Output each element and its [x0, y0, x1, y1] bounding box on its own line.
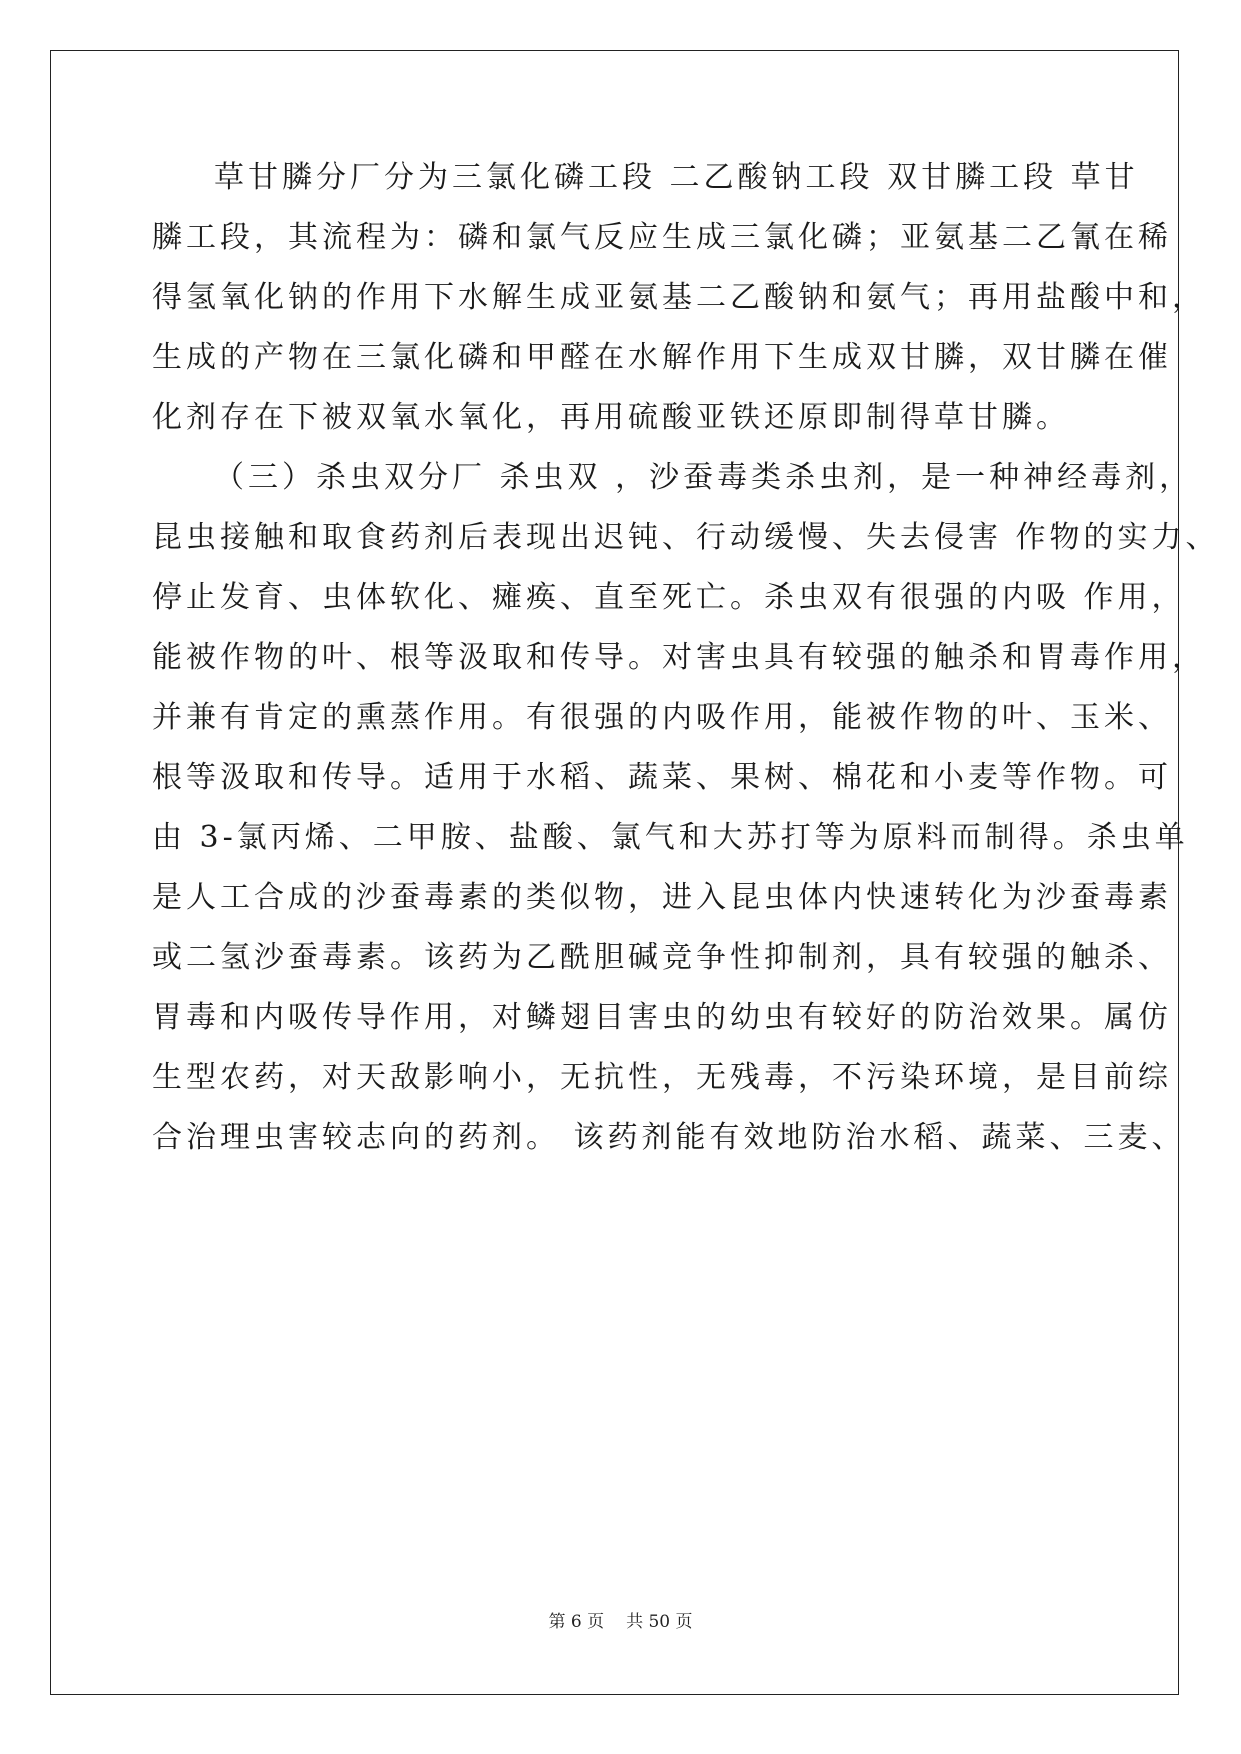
text-line: 得氢氧化钠的作用下水解生成亚氨基二乙酸钠和氨气；再用盐酸中和， — [152, 280, 1206, 315]
page-number: 第 6 页 — [548, 1612, 605, 1632]
text-line: 是人工合成的沙蚕毒素的类似物，进入昆虫体内快速转化为沙蚕毒素 — [152, 880, 1172, 915]
text-line: （三）杀虫双分厂 杀虫双 ，沙蚕毒类杀虫剂，是一种神经毒剂， — [214, 460, 1194, 495]
text-line: 昆虫接触和取食药剂后表现出迟钝、行动缓慢、失去侵害 作物的实力、 — [152, 520, 1220, 555]
text-line: 并兼有肯定的熏蒸作用。有很强的内吸作用，能被作物的叶、玉米、 — [152, 700, 1172, 735]
text-line: 化剂存在下被双氧水氧化，再用硫酸亚铁还原即制得草甘膦。 — [152, 400, 1070, 435]
text-line: 根等汲取和传导。适用于水稻、蔬菜、果树、棉花和小麦等作物。可 — [152, 760, 1172, 795]
text-line: 能被作物的叶、根等汲取和传导。对害虫具有较强的触杀和胃毒作用， — [152, 640, 1206, 675]
text-line: 合治理虫害较志向的药剂。 该药剂能有效地防治水稻、蔬菜、三麦、 — [152, 1120, 1186, 1155]
text-line: 膦工段，其流程为：磷和氯气反应生成三氯化磷；亚氨基二乙氰在稀 — [152, 220, 1172, 255]
text-line: 生型农药，对天敌影响小，无抗性，无残毒，不污染环境，是目前综 — [152, 1060, 1172, 1095]
text-line: 胃毒和内吸传导作用，对鳞翅目害虫的幼虫有较好的防治效果。属仿 — [152, 1000, 1172, 1035]
text-line: 停止发育、虫体软化、瘫痪、直至死亡。杀虫双有很强的内吸 作用， — [152, 580, 1186, 615]
text-line: 由 3-氯丙烯、二甲胺、盐酸、氯气和大苏打等为原料而制得。杀虫单 — [152, 820, 1189, 855]
text-line: 或二氢沙蚕毒素。该药为乙酰胆碱竞争性抑制剂，具有较强的触杀、 — [152, 940, 1172, 975]
text-line: 生成的产物在三氯化磷和甲醛在水解作用下生成双甘膦，双甘膦在催 — [152, 340, 1172, 375]
page-footer — [0, 1611, 1241, 1633]
text-line: 草甘膦分厂分为三氯化磷工段 二乙酸钠工段 双甘膦工段 草甘 — [214, 160, 1139, 195]
page-total: 共 50 页 — [626, 1612, 693, 1632]
